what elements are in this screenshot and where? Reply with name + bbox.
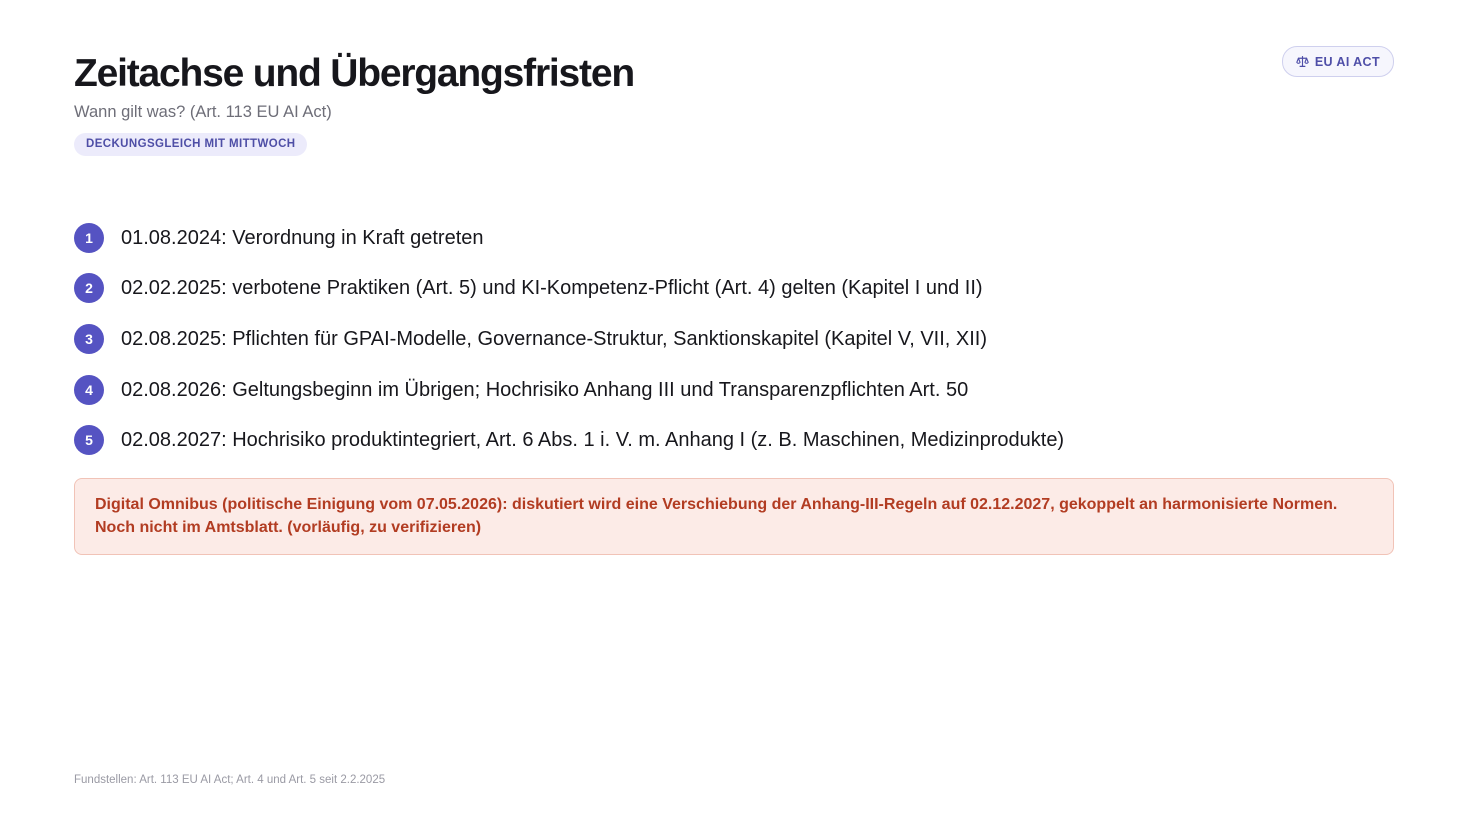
- context-tag: DECKUNGSGLEICH MIT MITTWOCH: [74, 133, 307, 156]
- timeline-item: [74, 374, 1064, 405]
- timeline-list: [74, 222, 1064, 475]
- timeline-item-text: 02.02.2025: verbotene Praktiken (Art. 5) und KI-Kompetenz-Pflicht (Art. 4) gelten (Kapitel I und II): [121, 277, 983, 300]
- step-number-badge: 5: [74, 425, 104, 455]
- scale-icon: [1296, 55, 1309, 68]
- timeline-item: [74, 273, 1064, 304]
- footer-sources: Fundstellen: Art. 113 EU AI Act; Art. 4 und Art. 5 seit 2.2.2025: [74, 774, 386, 786]
- timeline-item-text: 02.08.2025: Pflichten für GPAI-Modelle, Governance-Struktur, Sanktionskapitel (Kapitel V, VII, XII): [121, 327, 988, 350]
- warning-callout: Digital Omnibus (politische Einigung vom 07.05.2026): diskutiert wird eine Verschiebung der Anhang-III-Regeln auf 02.12.2027, gekoppelt an harmonisierte Normen. Noch nicht im Amtsblatt. (vorläufig, zu verifizieren): [74, 478, 1394, 555]
- timeline-item: [74, 425, 1064, 456]
- eu-ai-act-badge: [1282, 46, 1394, 77]
- timeline-item-text: 01.08.2024: Verordnung in Kraft getreten: [121, 226, 484, 249]
- timeline-item: [74, 323, 1064, 354]
- step-number-badge: 1: [74, 223, 104, 253]
- timeline-item-text: 02.08.2026: Geltungsbeginn im Übrigen; Hochrisiko Anhang III und Transparenzpflichten Art. 50: [121, 378, 969, 401]
- page-subtitle: Wann gilt was? (Art. 113 EU AI Act): [74, 103, 332, 121]
- timeline-item: [74, 222, 1064, 253]
- badge-label: EU AI ACT: [1314, 54, 1380, 69]
- timeline-item-text: 02.08.2027: Hochrisiko produktintegriert, Art. 6 Abs. 1 i. V. m. Anhang I (z. B. Maschinen, Medizinprodukte): [121, 429, 1065, 452]
- step-number-badge: 2: [74, 273, 104, 303]
- step-number-badge: 3: [74, 324, 104, 354]
- page-title: Zeitachse und Übergangsfristen: [74, 52, 634, 95]
- step-number-badge: 4: [74, 375, 104, 405]
